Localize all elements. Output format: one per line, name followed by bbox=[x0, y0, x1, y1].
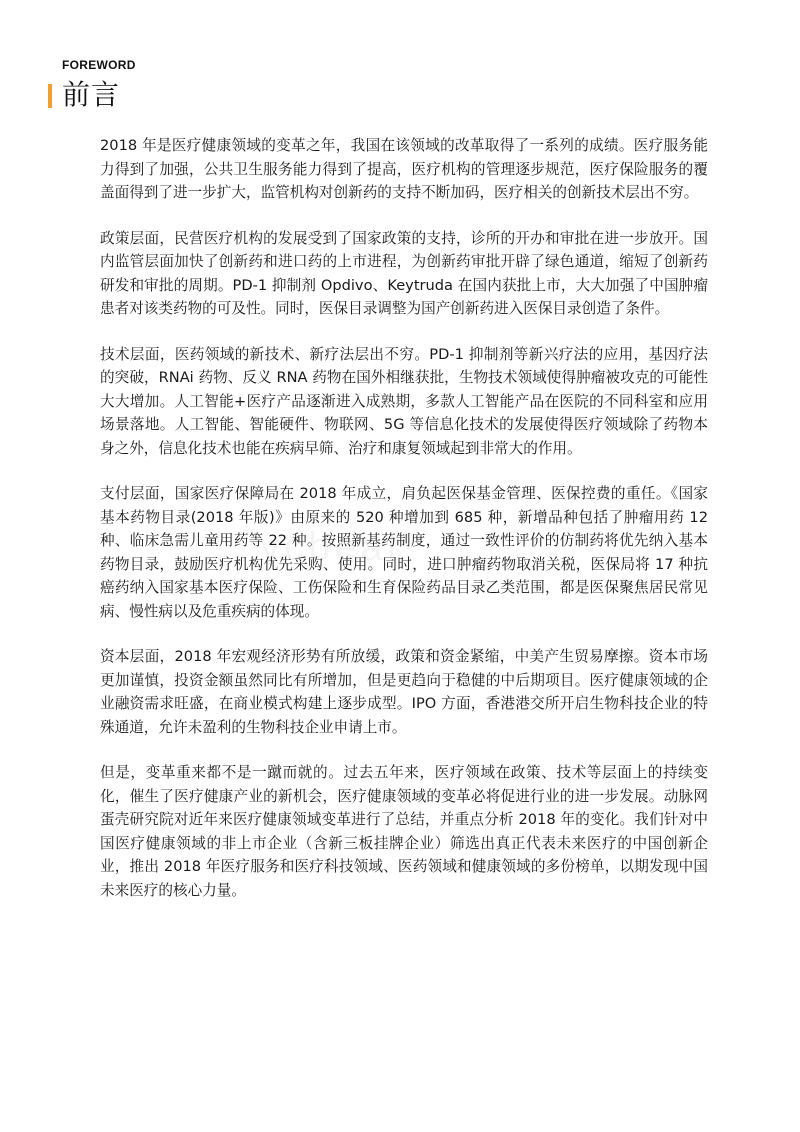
page-title: 前言 bbox=[62, 78, 121, 111]
paragraph: 但是，变革重来都不是一蹴而就的。过去五年来，医疗领域在政策、技术等层面上的持续变化，催生了医疗健康产业的新机会，医疗健康领域的变革必将促进行业的进一步发展。动脉网蛋壳研究院对近年来医疗健康领域变革进行了总结，并重点分析 2018 年的变化。我们针对中国医疗健康领域的非上市企业（含新三板挂牌企业）筛选出真正代表未来医疗的中国创新企业，推出 2018 年医疗服务和医疗科技领域、医药领域和健康领域的多份榜单，以期发现中国未来医疗的核心力量。 bbox=[100, 764, 708, 899]
paragraph: 支付层面，国家医疗保障局在 2018 年成立，肩负起医保基金管理、医保控费的重任。《国家基本药物目录(2018 年版)》由原来的 520 种增加到 685 种，新增品种包括了肿瘤用药 12 种、临床急需儿童用药等 22 种。按照新基药制度，通过一致性评价的仿制药将优先纳入基本药物目录，鼓励医疗机构优先采购、使用。同时，进口肿瘤药物取消关税，医保局将 17 种抗癌药纳入国家基本医疗保险、工伤保险和生育保险药品目录乙类范围，都是医保聚焦居民常见病、慢性病以及危重疾病的体现。 bbox=[100, 485, 708, 620]
paragraph: 技术层面，医药领域的新技术、新疗法层出不穷。PD-1 抑制剂等新兴疗法的应用，基因疗法的突破，RNAi 药物、反义 RNA 药物在国外相继获批，生物技术领域使得肿瘤被攻克的可能性大大增加。人工智能+医疗产品逐渐进入成熟期，多款人工智能产品在医院的不同科室和应用场景落地。人工智能、智能硬件、物联网、5G 等信息化技术的发展使得医疗领域除了药物本身之外，信息化技术也能在疾病早筛、治疗和康复领域起到非常大的作用。 bbox=[100, 345, 708, 457]
paragraph: 2018 年是医疗健康领域的变革之年，我国在该领域的改革取得了一系列的成绩。医疗服务能力得到了加强，公共卫生服务能力得到了提高，医疗机构的管理逐步规范，医疗保险服务的覆盖面得到了进一步扩大，监管机构对创新药的支持不断加码，医疗相关的创新技术层出不穷。 bbox=[100, 137, 708, 201]
paragraph: 资本层面，2018 年宏观经济形势有所放缓，政策和资金紧缩，中美产生贸易摩擦。资本市场更加谨慎，投资金额虽然同比有所增加，但是更趋向于稳健的中后期项目。医疗健康领域的企业融资需求旺盛，在商业模式构建上逐步成型。IPO 方面，香港港交所开启生物科技企业的特殊通道，允许未盈利的生物科技企业申请上市。 bbox=[100, 648, 708, 736]
page-header bbox=[62, 58, 136, 112]
section-eyebrow: FOREWORD bbox=[62, 58, 136, 72]
title-row bbox=[62, 78, 136, 112]
paragraph: 政策层面，民营医疗机构的发展受到了国家政策的支持，诊所的开办和审批在进一步放开。国内监管层面加快了创新药和进口药的上市进程，为创新药审批开辟了绿色通道，缩短了创新药研发和审批的周期。PD-1 抑制剂 Opdivo、Keytruda 在国内获批上市，大大加强了中国肿瘤患者对该类药物的可及性。同时，医保目录调整为国产创新药进入医保目录创造了条件。 bbox=[100, 229, 708, 317]
accent-bar bbox=[48, 84, 52, 108]
foreword-body bbox=[100, 134, 708, 924]
